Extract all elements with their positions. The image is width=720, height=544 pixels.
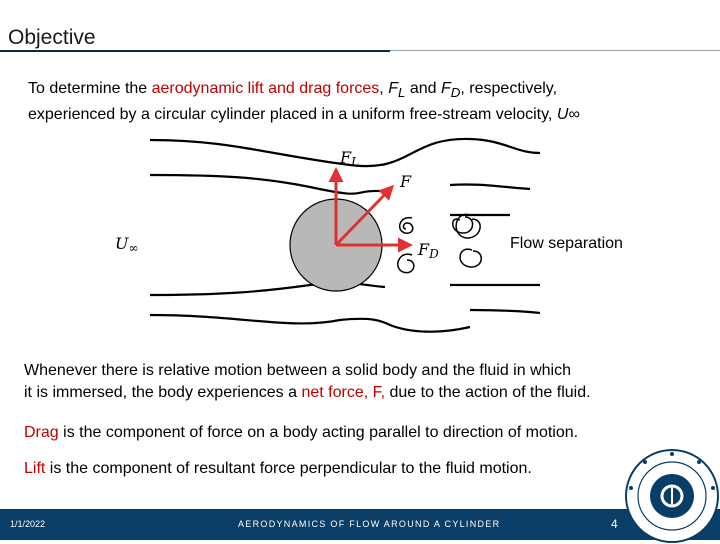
net-force-line-1: Whenever there is relative motion between a solid body and the fluid in which xyxy=(24,362,571,379)
drag-term: Drag xyxy=(24,424,59,441)
vortex-1 xyxy=(400,218,413,234)
title-divider xyxy=(0,50,390,52)
streamline-2 xyxy=(150,175,380,194)
lift-definition-text: is the component of resultant force perpendicular to the fluid motion. xyxy=(45,460,532,477)
net-force-line-2a: it is immersed, the body experiences a xyxy=(24,384,302,401)
intro-text-2: , xyxy=(379,80,389,97)
net-force-highlight: net force, F, xyxy=(301,384,386,401)
college-seal-logo xyxy=(624,448,720,544)
lift-label: FL xyxy=(340,148,360,169)
flow-separation-label: Flow separation xyxy=(510,235,623,252)
intro-highlight: aerodynamic lift and drag forces xyxy=(151,80,380,97)
streamline-8 xyxy=(470,310,540,313)
intro-line-2: experienced by a circular cylinder placed in a uniform free-stream velocity, xyxy=(28,106,557,124)
page-number: 4 xyxy=(611,517,618,531)
footer-date: 1/1/2022 xyxy=(10,519,46,529)
net-force-line-2b: due to the action of the fluid. xyxy=(385,384,591,401)
cylinder-flow-diagram xyxy=(110,135,650,345)
intro-paragraph xyxy=(28,78,708,126)
lift-term: Lift xyxy=(24,460,46,477)
intro-text-1: To determine the xyxy=(28,80,152,97)
title-divider-light xyxy=(390,50,720,51)
intro-text-3: and xyxy=(405,80,441,97)
force-label: F xyxy=(400,172,412,191)
freestream-label: U∞ xyxy=(115,234,139,255)
freestream-symbol: U∞ xyxy=(556,106,580,124)
footer-title: AERODYNAMICS OF FLOW AROUND A CYLINDER xyxy=(238,519,501,529)
drag-definition-text: is the component of force on a body acting parallel to direction of motion. xyxy=(58,424,579,441)
drag-label: FD xyxy=(418,240,439,261)
net-force-paragraph xyxy=(24,360,714,404)
vortex-5 xyxy=(460,249,481,267)
vortex-2 xyxy=(398,254,414,273)
lift-subscript: L xyxy=(397,85,406,101)
streamline-5 xyxy=(450,184,530,189)
drag-symbol: F xyxy=(440,80,451,97)
lift-definition xyxy=(24,458,714,480)
drag-definition xyxy=(24,422,714,444)
lift-symbol: F xyxy=(388,80,398,97)
streamline-4 xyxy=(150,315,470,332)
drag-subscript: D xyxy=(450,85,461,101)
slide-title: Objective xyxy=(8,26,96,49)
intro-text-4: , respectively, xyxy=(460,80,558,97)
